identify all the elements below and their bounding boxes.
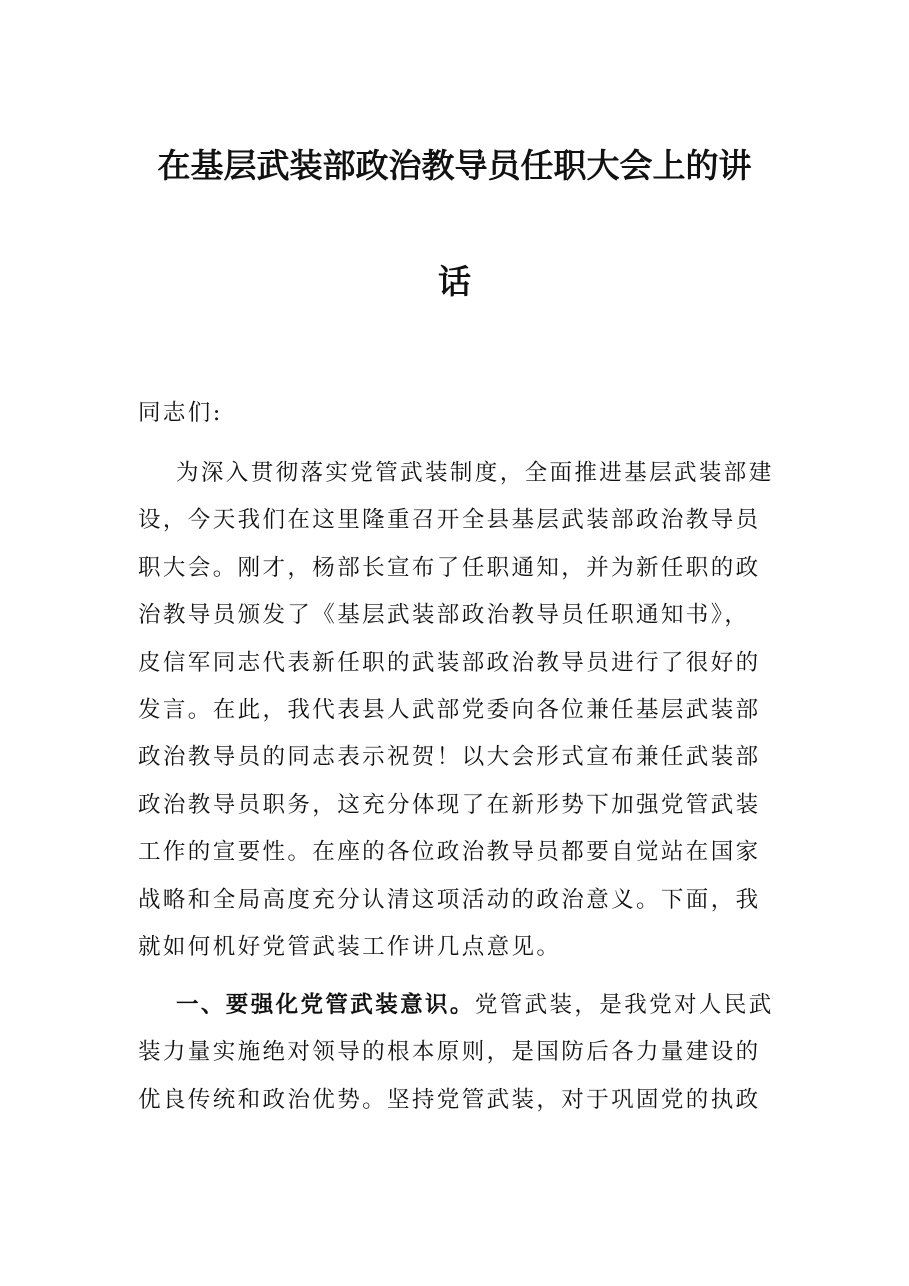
paragraph-1: [138, 450, 774, 971]
paragraph-line: 装力量实施绝对领导的根本原则，是国防后各力量建设的: [138, 1039, 761, 1066]
paragraph-line: 为深入贯彻落实党管武装制度，全面推进基层武装部建: [176, 460, 774, 486]
paragraph-first-line: [138, 982, 774, 1029]
paragraph-2: [138, 982, 774, 1124]
document-title-line-1: 在基层武装部政治教导员任职大会上的讲: [157, 146, 752, 185]
paragraph-line: 治教导员颁发了《基层武装部政治教导员任职通知书》，: [138, 602, 750, 629]
paragraph-line: 就如何机好党管武装工作讲几点意见。: [138, 933, 562, 960]
paragraph-line: 职大会。刚才，杨部长宣布了任职通知，并为新任职的政: [138, 554, 761, 581]
paragraph-line: 设，今天我们在这里隆重召开全县基层武装部政治教导员: [138, 507, 761, 534]
paragraph-line: 工作的宣要性。在座的各位政治教导员都要自觉站在国家: [138, 839, 761, 866]
paragraph-line: 政治教导员的同志表示祝贺！以大会形式宣布兼任武装部: [138, 744, 761, 771]
salutation: 同志们:: [138, 400, 223, 426]
paragraph-line: 发言。在此，我代表县人武部党委向各位兼任基层武装部: [138, 696, 761, 723]
paragraph-line: 优良传统和政治优势。坚持党管武装，对于巩固党的执政: [138, 1086, 761, 1113]
paragraph-text: 党管武装，是我党对人民武: [474, 992, 774, 1018]
paragraph-line: 皮信军同志代表新任职的武装部政治教导员进行了很好的: [138, 649, 761, 676]
paragraph-line: 政治教导员职务，这充分体现了在新形势下加强党管武装: [138, 791, 761, 818]
paragraph-line: 战略和全局高度充分认清这项活动的政治意义。下面，我: [138, 886, 761, 913]
document-title-line-2: 话: [438, 262, 471, 301]
section-heading: 一、要强化党管武装意识。: [176, 992, 475, 1018]
